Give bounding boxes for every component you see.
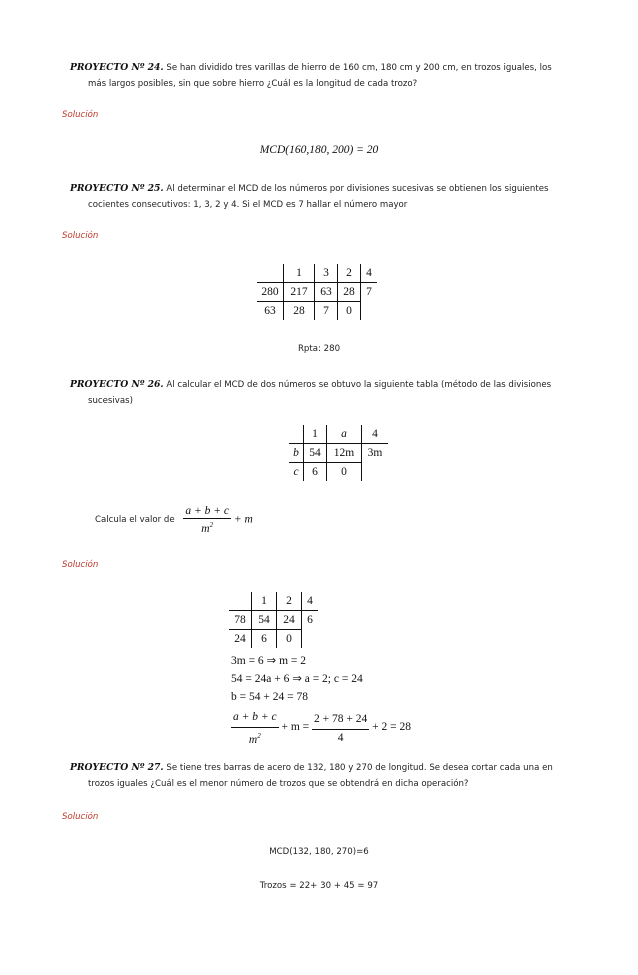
table-cell: 3m xyxy=(362,444,389,463)
problem-24-line1: Se han dividido tres varillas de hierro de 160 cm, 180 cm y 200 cm, en trozos iguales, los xyxy=(166,63,552,73)
table-cell: 1 xyxy=(304,425,327,444)
table-cell xyxy=(361,302,378,321)
table-cell: 7 xyxy=(315,302,338,321)
table-cell: 6 xyxy=(252,630,277,649)
problem-27-mcd: MCD(132, 180, 270)=6 xyxy=(269,847,369,857)
problem-26-solution-table xyxy=(229,592,318,648)
table-cell: 24 xyxy=(277,611,302,630)
problem-27-statement xyxy=(70,760,578,792)
table-cell: 63 xyxy=(315,283,338,302)
table-cell: 4 xyxy=(361,264,378,283)
problem-24-statement xyxy=(70,60,578,92)
table-cell xyxy=(229,592,252,611)
problem-24-equation-text: MCD(160,180, 200) = 20 xyxy=(259,144,379,156)
table-cell: 7 xyxy=(361,283,378,302)
table-cell: 2 xyxy=(338,264,361,283)
table-cell: 28 xyxy=(284,302,315,321)
table-cell: b xyxy=(289,444,304,463)
table-cell: a xyxy=(327,425,362,444)
table-cell: 28 xyxy=(338,283,361,302)
problem-25-answer: Rpta: 280 xyxy=(297,344,341,354)
table-cell: 24 xyxy=(229,630,252,649)
problem-24-solution-label: Solución xyxy=(62,110,99,120)
problem-27-trozos: Trozos = 22+ 30 + 45 = 97 xyxy=(259,881,379,891)
problem-24-equation xyxy=(0,144,638,156)
table-cell xyxy=(289,425,304,444)
table-cell: 78 xyxy=(229,611,252,630)
problem-27-title: PROYECTO Nº 27. xyxy=(70,762,164,773)
table-cell: 54 xyxy=(252,611,277,630)
table-row xyxy=(229,630,318,649)
step4-denominator-1-exponent: 2 xyxy=(257,732,261,740)
table-row xyxy=(229,592,318,611)
problem-25-title: PROYECTO Nº 25. xyxy=(70,183,164,194)
table-cell: 4 xyxy=(362,425,389,444)
table-cell: 280 xyxy=(257,283,284,302)
expr-denominator: m xyxy=(201,522,210,535)
table-cell: 3 xyxy=(315,264,338,283)
table-cell: 1 xyxy=(284,264,315,283)
table-cell: c xyxy=(289,463,304,482)
problem-27-line2: trozos iguales ¿Cuál es el menor número de trozos que se obtendrá en dicha operación? xyxy=(88,779,469,789)
table-row xyxy=(257,302,377,321)
solution-step-1: 3m = 6 ⇒ m = 2 xyxy=(231,655,306,667)
table-row xyxy=(289,463,388,482)
problem-26-solution-label: Solución xyxy=(62,560,99,570)
problem-26-line2: sucesivas) xyxy=(88,396,133,406)
table-cell: 12m xyxy=(327,444,362,463)
table-cell: 6 xyxy=(304,463,327,482)
step4-denominator-1: m xyxy=(248,733,258,746)
table-row xyxy=(289,444,388,463)
problem-26-title: PROYECTO Nº 26. xyxy=(70,379,164,390)
problem-26-solution-steps xyxy=(231,652,411,746)
table-cell xyxy=(257,264,284,283)
problem-26-line1: Al calcular el MCD de dos números se obtuvo la siguiente tabla (método de las divisiones xyxy=(166,380,552,390)
table-cell: 0 xyxy=(327,463,362,482)
problem-25-statement xyxy=(70,181,578,213)
problem-26-expression xyxy=(183,505,252,535)
problem-25-solution-label: Solución xyxy=(62,231,99,241)
problem-24-line2: más largos posibles, sin que sobre hierro ¿Cuál es la longitud de cada trozo? xyxy=(88,79,418,89)
problem-24-title: PROYECTO Nº 24. xyxy=(70,62,164,73)
table-row xyxy=(289,425,388,444)
problem-26-question xyxy=(95,505,253,535)
problem-27-line1: Se tiene tres barras de acero de 132, 180 y 270 de longitud. Se desea cortar cada una en xyxy=(166,763,553,773)
table-row xyxy=(257,283,377,302)
table-cell: 63 xyxy=(257,302,284,321)
expr-tail: + m xyxy=(233,513,253,526)
table-cell: 4 xyxy=(302,592,319,611)
problem-26-question-text: Calcula el valor de xyxy=(95,514,175,525)
problem-27-solution-label: Solución xyxy=(62,812,99,822)
solution-step-4 xyxy=(231,708,411,746)
table-cell: 1 xyxy=(252,592,277,611)
table-cell: 2 xyxy=(277,592,302,611)
problem-26-division-table xyxy=(289,425,388,481)
table-cell xyxy=(302,630,319,649)
step4-numerator-2: 2 + 78 + 24 xyxy=(312,710,369,730)
table-cell: 217 xyxy=(284,283,315,302)
problem-25-line2: cocientes consecutivos: 1, 3, 2 y 4. Si el MCD es 7 hallar el número mayor xyxy=(88,200,408,210)
table-cell xyxy=(362,463,389,482)
table-cell: 6 xyxy=(302,611,319,630)
problem-26-statement xyxy=(70,377,578,409)
table-row xyxy=(257,264,377,283)
step4-numerator-1: a + b + c xyxy=(231,708,279,728)
table-cell: 0 xyxy=(277,630,302,649)
table-row xyxy=(229,611,318,630)
solution-step-3: b = 54 + 24 = 78 xyxy=(231,691,308,703)
step4-middle: + m = xyxy=(281,720,310,733)
table-cell: 0 xyxy=(338,302,361,321)
solution-step-2: 54 = 24a + 6 ⇒ a = 2; c = 24 xyxy=(231,673,363,685)
expr-denominator-exponent: 2 xyxy=(209,521,214,529)
expr-numerator: a + b + c xyxy=(185,505,229,517)
problem-25-line1: Al determinar el MCD de los números por divisiones sucesivas se obtienen los siguientes xyxy=(166,184,549,194)
step4-tail: + 2 = 28 xyxy=(372,720,412,733)
table-cell: 54 xyxy=(304,444,327,463)
step4-denominator-2: 4 xyxy=(337,731,344,744)
problem-25-division-table xyxy=(257,264,377,320)
